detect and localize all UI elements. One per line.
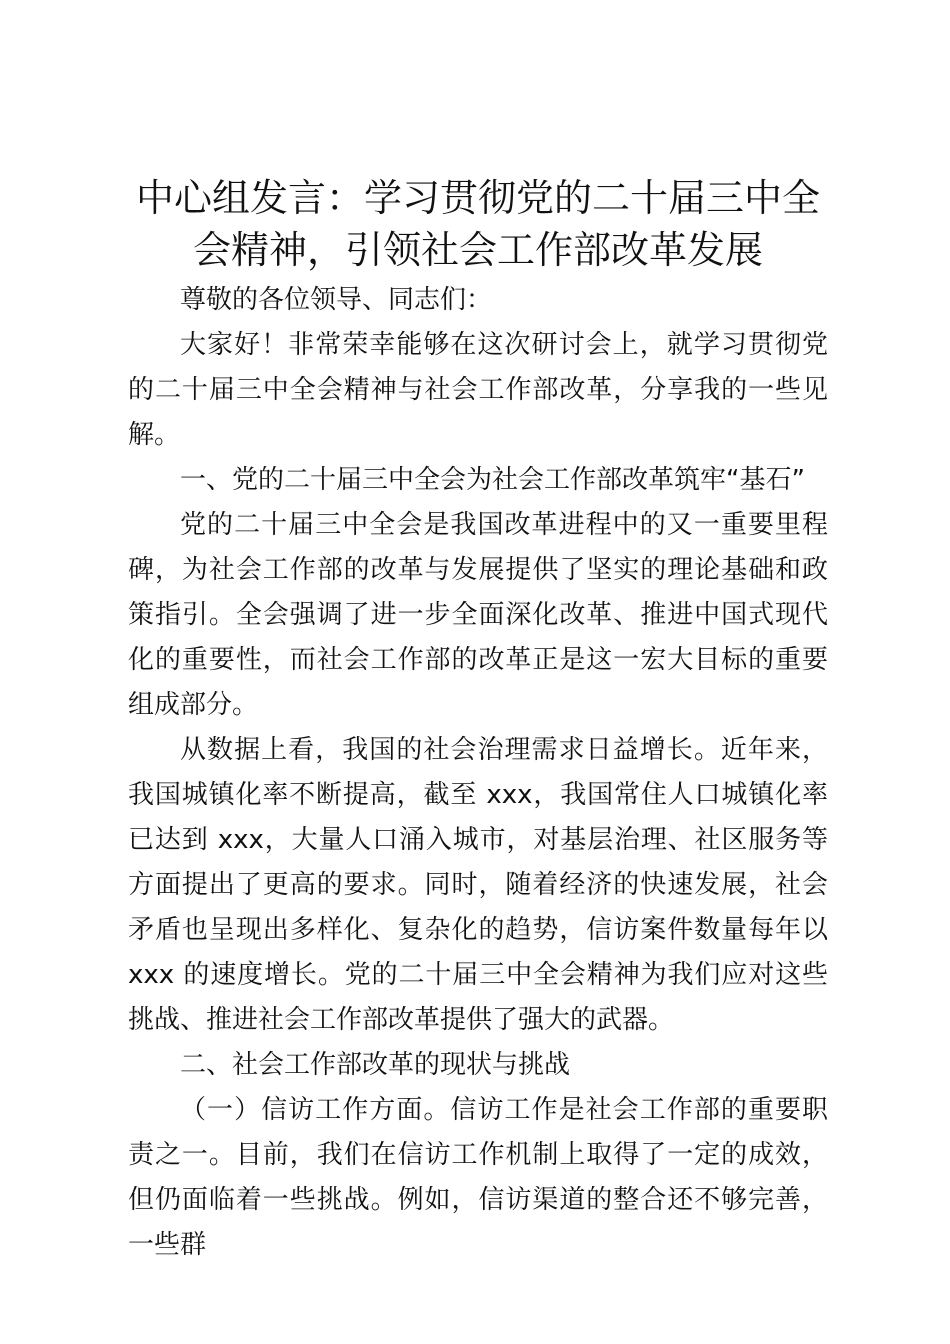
salutation: 尊敬的各位领导、同志们： xyxy=(180,285,493,315)
section-heading-1: 一、党的二十届三中全会为社会工作部改革筑牢“基石” xyxy=(180,465,805,495)
paragraph-greeting: 大家好！非常荣幸能够在这次研讨会上，就学习贯彻党的二十届三中全会精神与社会工作部改革，分享我的一些见解。 xyxy=(128,330,828,450)
document-title: 中心组发言：学习贯彻党的二十届三中全会精神，引领社会工作部改革发展 xyxy=(135,176,820,272)
paragraph: （一）信访工作方面。信访工作是社会工作部的重要职责之一。目前，我们在信访工作机制上取得了一定的成效，但仍面临着一些挑战。例如，信访渠道的整合还不够完善，一些群 xyxy=(128,1095,828,1260)
paragraph: 从数据上看，我国的社会治理需求日益增长。近年来，我国城镇化率不断提高，截至 xxx，我国常住人口城镇化率已达到 xxx，大量人口涌入城市，对基层治理、社区服务等方面提出了更高的要求。同时，随着经济的快速发展，社会矛盾也呈现出多样化、复杂化的趋势，信访案件数量每年以 xxx 的速度增长。党的二十届三中全会精神为我们应对这些挑战、推进社会工作部改革提供了强大的武器。 xyxy=(128,735,828,1035)
document-body xyxy=(128,278,828,1268)
paragraph: 党的二十届三中全会是我国改革进程中的又一重要里程碑，为社会工作部的改革与发展提供了坚实的理论基础和政策指引。全会强调了进一步全面深化改革、推进中国式现代化的重要性，而社会工作部的改革正是这一宏大目标的重要组成部分。 xyxy=(128,510,828,720)
section-heading-2: 二、社会工作部改革的现状与挑战 xyxy=(180,1050,571,1080)
